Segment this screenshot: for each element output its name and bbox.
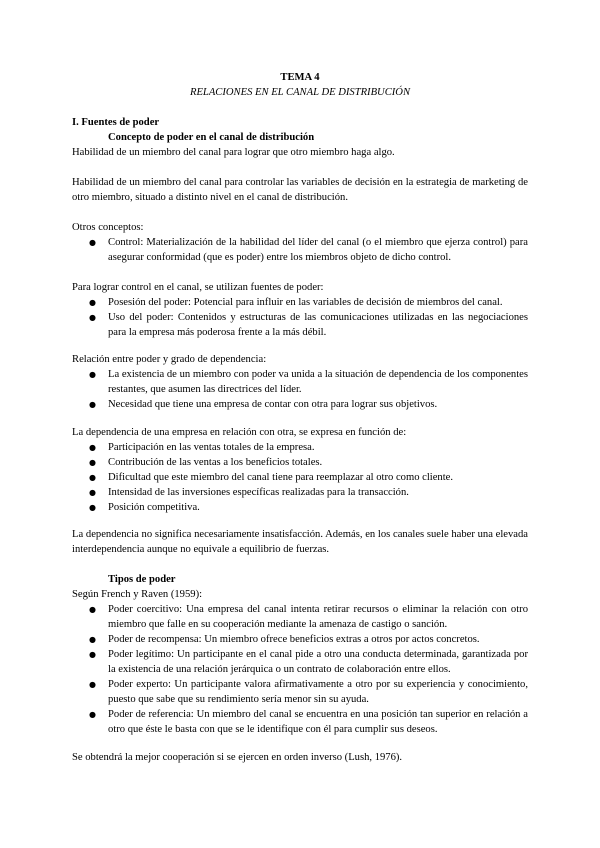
paragraph-definicion-2: Habilidad de un miembro del canal para controlar las variables de decisión en la estrategia de marketing de otro miembro, situado a distinto nivel en el canal de distribución. — [72, 177, 528, 203]
list-item: ● Control: Materialización de la habilidad del líder del canal (o el miembro que ejerza control) para asegurar conformidad (que es poder) entre los miembros objeto de dicho control. — [72, 235, 528, 265]
list-item: ● Poder legítimo: Un participante en el canal pide a otro una conducta determinada, garantizada por la existencia de una relación jerárquica o un contrato de colaboración entre ellos. — [72, 647, 528, 677]
list-item: ● Posesión del poder: Potencial para influir en las variables de decisión de miembros del canal. — [72, 295, 528, 310]
list-item: ● Poder experto: Un participante valora afirmativamente a otro por su experiencia y conocimiento, puesto que sabe que su rendimiento sería menor sin su ayuda. — [72, 677, 528, 707]
list-item: ● Uso del poder: Contenidos y estructuras de las comunicaciones utilizadas en las negociaciones para la empresa más poderosa frente a la más débil. — [72, 310, 528, 340]
list-item: ● Necesidad que tiene una empresa de contar con otra para lograr sus objetivos. — [72, 397, 528, 412]
list-item: ● Intensidad de las inversiones específicas realizadas para la transacción. — [72, 485, 528, 500]
paragraph-conclusion: Se obtendrá la mejor cooperación si se ejercen en orden inverso (Lush, 1976). — [72, 752, 403, 763]
tipos-de-poder-list — [72, 602, 528, 737]
otros-conceptos-list — [72, 235, 528, 265]
subheading-concepto: Concepto de poder en el canal de distribución — [108, 132, 315, 143]
list-item: ● Poder de referencia: Un miembro del canal se encuentra en una posición tan superior en relación a otro que éste le basta con que se le identifique con él para cumplir sus deseos. — [72, 707, 528, 737]
list-item: ● Participación en las ventas totales de la empresa. — [72, 440, 528, 455]
section-heading-fuentes: I. Fuentes de poder — [72, 117, 160, 128]
document-title: TEMA 4 — [280, 72, 320, 83]
list-item: ● Contribución de las ventas a los beneficios totales. — [72, 455, 528, 470]
tipos-intro: Según French y Raven (1959): — [72, 589, 203, 600]
list-item: ● Poder de recompensa: Un miembro ofrece beneficios extras a otros por actos concretos. — [72, 632, 528, 647]
paragraph-dependencia: La dependencia no significa necesariamente insatisfacción. Además, en los canales suele haber una elevada interdependencia aunque no equivale a equilibrio de fuerzas. — [72, 529, 528, 555]
list-item: ● Dificultad que este miembro del canal tiene para reemplazar al otro como cliente. — [72, 470, 528, 485]
document-subtitle: RELACIONES EN EL CANAL DE DISTRIBUCIÓN — [189, 87, 411, 98]
subheading-tipos-de-poder: Tipos de poder — [108, 574, 176, 585]
control-intro: Para lograr control en el canal, se utilizan fuentes de poder: — [72, 282, 324, 293]
paragraph-definicion-1: Habilidad de un miembro del canal para lograr que otro miembro haga algo. — [72, 147, 395, 158]
relacion-intro: Relación entre poder y grado de dependencia: — [72, 354, 267, 365]
dependencia-list — [72, 440, 528, 515]
control-list — [72, 295, 528, 340]
relacion-list — [72, 367, 528, 412]
list-item: ● Poder coercitivo: Una empresa del canal intenta retirar recursos o eliminar la relación con otro miembro que falle en su cooperación mediante la amenaza de castigo o sanción. — [72, 602, 528, 632]
dependencia-intro: La dependencia de una empresa en relación con otra, se expresa en función de: — [72, 427, 407, 438]
list-item: ● Posición competitiva. — [72, 500, 528, 515]
list-item: ● La existencia de un miembro con poder va unida a la situación de dependencia de los componentes restantes, que asumen las directrices del líder. — [72, 367, 528, 397]
otros-conceptos-intro: Otros conceptos: — [72, 222, 144, 233]
